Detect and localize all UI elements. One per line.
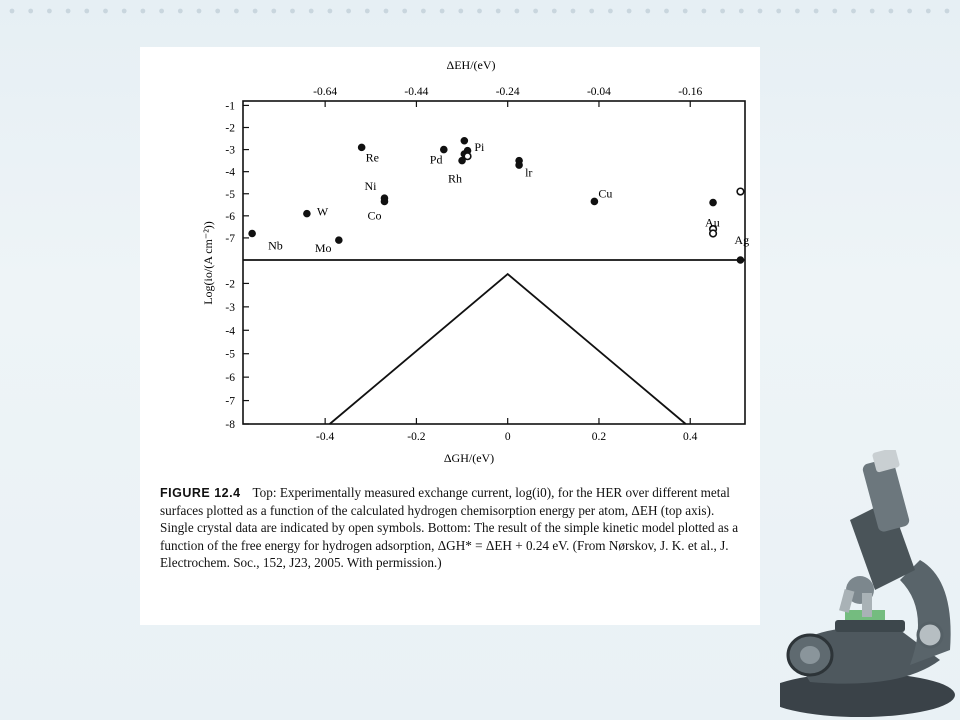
border-dot [365,9,370,14]
border-dot [346,9,351,14]
top-x-tick-label: -0.04 [586,86,611,98]
border-dot [832,9,837,14]
top-x-tick-label: -0.16 [678,86,703,98]
bottom-y-tick-label: -6 [225,372,235,385]
border-dot [159,9,164,14]
data-point-ag [737,257,744,264]
point-label-re: Re [365,150,379,165]
border-dot [571,9,576,14]
border-dot [645,9,650,14]
bottom-y-tick-label: -5 [225,348,235,361]
border-dot [178,9,183,14]
data-point-au [710,199,717,206]
data-point-pt [461,137,468,144]
bottom-x-tick-label: -0.4 [316,431,335,443]
border-dot [758,9,763,14]
bottom-y-tick-label: -7 [225,395,235,408]
top-y-tick-label: -5 [225,188,235,201]
data-point-w [304,210,311,217]
border-dot [47,9,52,14]
border-dot [589,9,594,14]
border-dot [795,9,800,14]
border-dot [328,9,333,14]
point-label-ag: Ag [734,233,750,247]
top-axis-title: ΔEH/(eV) [446,58,496,72]
data-point-re [358,144,365,151]
point-label-co: Co [367,208,382,223]
point-label-cu: Cu [598,186,613,201]
border-dot [552,9,557,14]
point-label-lr: lr [525,165,533,180]
data-point-nb [249,230,256,237]
border-dot [496,9,501,14]
data-point [464,153,471,160]
point-label-nb: Nb [268,238,283,253]
point-label-pd: Pd [429,152,443,167]
border-dot [814,9,819,14]
top-x-tick-label: -0.64 [313,86,338,98]
data-point [710,230,717,237]
data-point [516,162,523,169]
border-dot [309,9,314,14]
border-dot [290,9,295,14]
border-dot [533,9,538,14]
volcano-chart [140,47,760,477]
border-dot [926,9,931,14]
plot-frame [243,101,745,424]
top-y-tick-label: -7 [225,232,235,245]
border-dot [907,9,912,14]
figure-caption [160,484,745,571]
bottom-x-tick-label: -0.2 [407,431,426,443]
border-dot [477,9,482,14]
border-dot [28,9,33,14]
border-dot [945,9,950,14]
border-dot [253,9,258,14]
top-y-tick-label: -2 [225,122,235,135]
border-dot [440,9,445,14]
point-label-w: W [316,204,329,219]
data-point-mo [336,237,343,244]
border-dot [889,9,894,14]
figure-card [140,47,760,625]
bottom-x-tick-label: 0.2 [591,431,607,443]
border-dot [84,9,89,14]
point-label-rh: Rh [448,171,463,186]
border-dot [870,9,875,14]
bottom-y-tick-label: -2 [225,278,235,291]
point-label-ni: Ni [364,179,377,194]
border-dot [421,9,426,14]
border-dot [627,9,632,14]
border-dot [402,9,407,14]
bottom-y-tick-label: -4 [225,325,235,338]
border-dot [683,9,688,14]
border-dot [664,9,669,14]
figure-label: FIGURE 12.4 [160,486,241,500]
bottom-x-tick-label: 0.4 [683,431,698,443]
border-dot [608,9,613,14]
border-dot [271,9,276,14]
top-x-tick-label: -0.44 [404,86,429,98]
border-dot [122,9,127,14]
border-dot [458,9,463,14]
data-point [737,188,744,195]
border-dot [197,9,202,14]
model-volcano-line [330,274,686,424]
data-point-co [381,198,388,205]
border-dot [103,9,108,14]
border-dot [851,9,856,14]
decorative-dot-border [0,0,960,22]
border-dot [515,9,520,14]
border-dot [720,9,725,14]
bottom-x-tick-label: 0 [504,431,511,443]
top-y-tick-label: -6 [225,210,235,223]
border-dot [234,9,239,14]
bottom-y-tick-label: -3 [225,301,235,314]
data-point-cu [591,198,598,205]
point-label-au: Au [705,215,720,230]
top-y-tick-label: -4 [225,166,235,179]
point-label-mo: Mo [314,241,332,256]
top-y-tick-label: -1 [225,100,235,113]
top-x-tick-label: -0.24 [495,86,520,98]
top-y-tick-label: -3 [225,144,235,157]
y-axis-title: Log(io/(A cm⁻²)) [201,221,215,305]
bottom-y-tick-label: -8 [225,419,235,431]
border-dot [66,9,71,14]
border-dot [141,9,146,14]
border-dot [215,9,220,14]
point-label-pi: Pi [474,139,485,154]
border-dot [10,9,15,14]
border-dot [776,9,781,14]
microscope-illustration [780,450,960,720]
border-dot [384,9,389,14]
bottom-axis-title: ΔGH/(eV) [443,451,495,465]
border-dot [739,9,744,14]
caption-text: Top: Experimentally measured exchange current, log(i0), for the HER over different metal surfaces plotted as a function of the calculated hydrogen chemisorption energy per atom, ΔEH (top axis). Single crystal data are indicated by open symbols. Bottom: The result of the simple kinetic model plotted as a function of the free energy for hydrogen adsorption, ΔGH* = ΔEH + 0.24 eV. (From Nørskov, J. K. et al., J. Electrochem. Soc., 152, J23, 2005. With permission.) [160,485,739,570]
border-dot [702,9,707,14]
